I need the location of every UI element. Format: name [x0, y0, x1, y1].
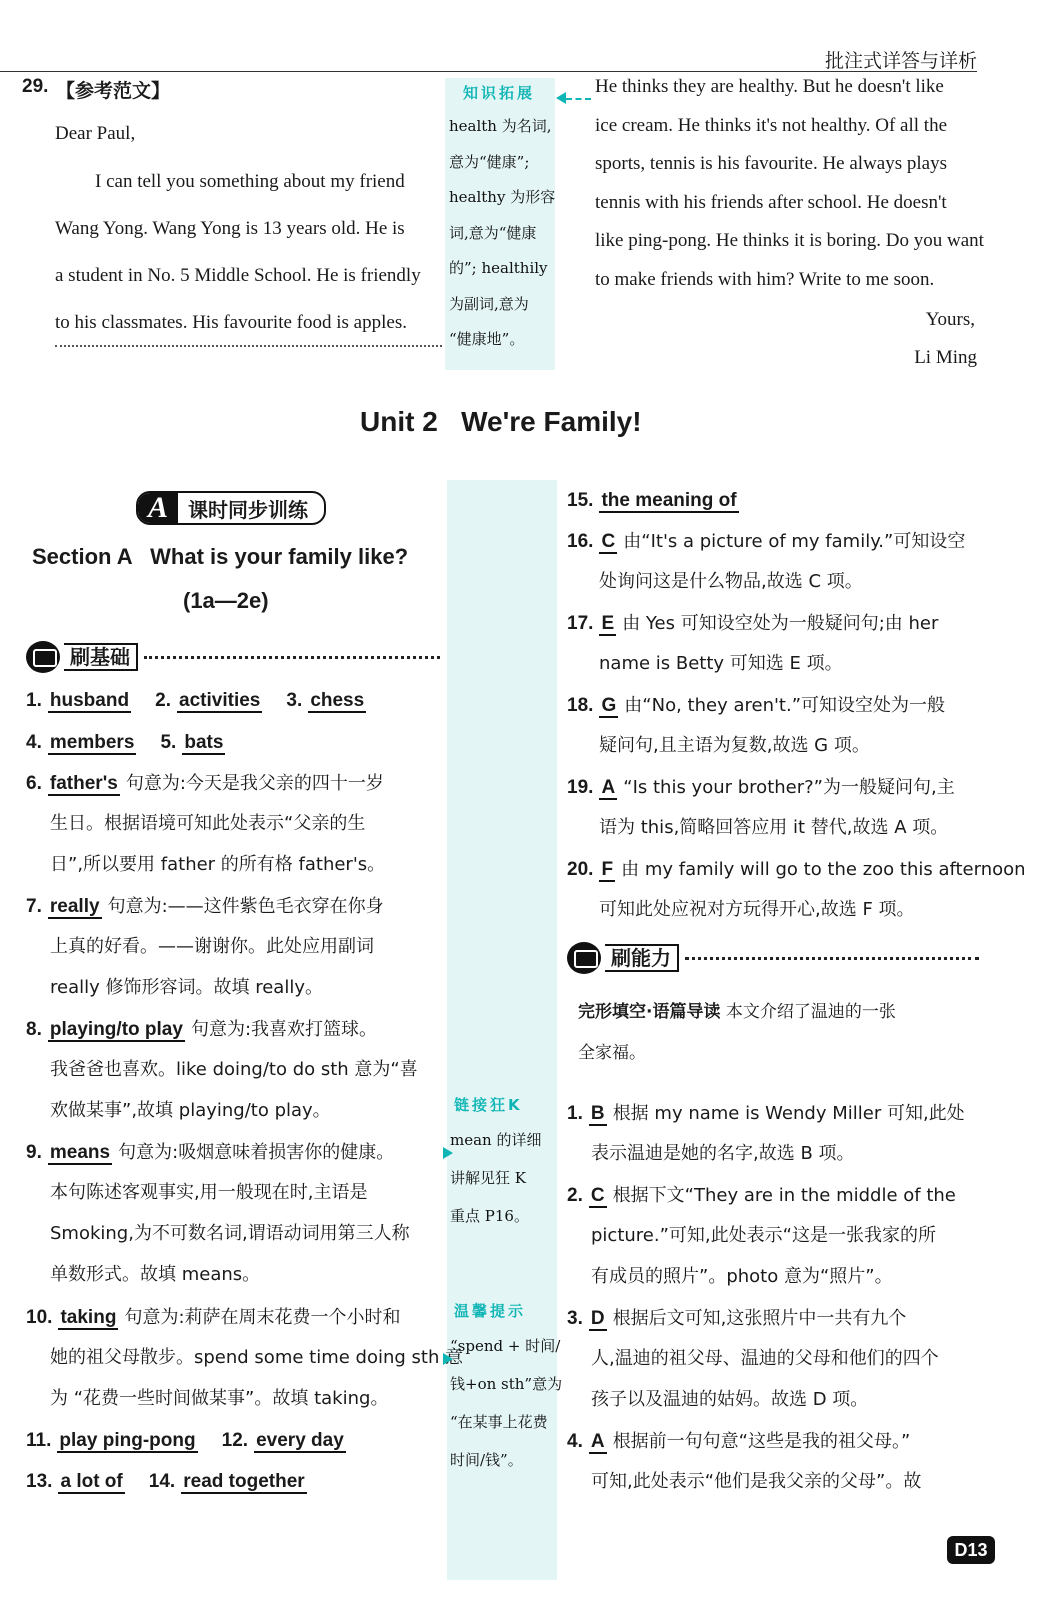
essay-number: 29. [22, 76, 49, 97]
banner-text: 课时同步训练 [188, 497, 308, 522]
q-explanation: 日”,所以要用 father 的所有格 father's。 [50, 854, 386, 875]
q-number: 1. [567, 1103, 583, 1124]
letter-line: to his classmates. His favourite food is apples. [55, 312, 407, 333]
q-number: 12. [221, 1430, 249, 1451]
q-number: 3. [286, 690, 303, 711]
q-number: 16. [567, 531, 594, 552]
letter-line: like ping-pong. He thinks it is boring. Do you want [595, 230, 984, 251]
side-note-knowledge [445, 78, 555, 370]
q-answer: husband [49, 690, 130, 711]
note-line: “健康地”。 [449, 330, 525, 348]
answer-item-20 [567, 857, 1026, 939]
q-explanation: 处询问这是什么物品,故选 C 项。 [599, 571, 863, 592]
q-number: 17. [567, 613, 594, 634]
q-number: 19. [567, 777, 594, 798]
running-header: 批注式详答与详析 [824, 50, 977, 72]
note-title: 温馨提示 [454, 1302, 527, 1320]
q-number: 3. [567, 1308, 583, 1329]
section-title: Section A What is your family like? [32, 544, 409, 569]
note-line: “在某事上花费 [450, 1413, 548, 1431]
letter-line: ice cream. He thinks it's not healthy. Of all the [595, 114, 948, 136]
answer-item-10 [26, 1305, 464, 1428]
answer-row [26, 688, 366, 713]
note-line: “spend + 时间/ [450, 1337, 561, 1355]
q-answer: activities [179, 690, 261, 711]
banner-letter: A [138, 493, 178, 523]
q-explanation: really 修饰形容词。故填 really。 [50, 977, 323, 998]
q-answer: E [601, 613, 615, 634]
letter-line: sports, tennis is his favourite. He always plays [595, 153, 947, 174]
q-number: 18. [567, 695, 594, 716]
q-answer: D [590, 1308, 605, 1329]
cloze-intro-text: 本文介绍了温迪的一张 [725, 1002, 896, 1022]
q-number: 14. [148, 1471, 176, 1492]
q-explanation: 表示温迪是她的名字,故选 B 项。 [591, 1143, 855, 1164]
q-explanation: 为 “花费一些时间做某事”。故填 taking。 [50, 1388, 389, 1409]
q-answer: the meaning of [601, 490, 737, 511]
q-explanation: 可知,此处表示“他们是我父亲的父母”。故 [591, 1471, 922, 1492]
q-explanation: 根据下文“They are in the middle of the [612, 1185, 956, 1206]
q-explanation: 孩子以及温迪的姑妈。故选 D 项。 [591, 1389, 869, 1410]
answer-item-18 [567, 693, 987, 775]
essay-divider [55, 345, 442, 347]
note-line: healthy 为形容 [449, 188, 556, 206]
answer-row [567, 488, 739, 513]
q-number: 9. [26, 1142, 42, 1163]
q-explanation: 由 Yes 可知设空处为一般疑问句;由 her [622, 613, 939, 634]
tag-label: 刷能力 [605, 944, 679, 972]
tag-basic [26, 641, 440, 673]
q-explanation: 本句陈述客观事实,用一般现在时,主语是 [50, 1182, 368, 1203]
note-line: health 为名词, [449, 117, 552, 135]
q-answer: chess [310, 690, 365, 711]
q-answer: read together [183, 1471, 305, 1492]
note-line: 钱+on sth”意为 [450, 1375, 563, 1393]
letter-left-column [55, 170, 440, 358]
note-pointer-arrow [556, 92, 566, 104]
q-answer: taking [60, 1307, 117, 1328]
tag-dots [144, 656, 440, 659]
letter-signature: Li Ming [914, 347, 977, 368]
q-number: 4. [567, 1431, 583, 1452]
letter-closing: Yours, [925, 309, 975, 330]
letter-line: to make friends with him? Write to me soon. [595, 268, 935, 290]
q-explanation: 上真的好看。——谢谢你。此处应用副词 [50, 936, 374, 957]
q-explanation: 由 my family will go to the zoo this afternoon [621, 859, 1026, 880]
essay-heading: 【参考范文】 [56, 80, 171, 102]
answer-item-16 [567, 529, 987, 611]
letter-right-column [595, 75, 984, 306]
answer-row [26, 730, 225, 755]
q-explanation: 句意为:莉萨在周末花费一个小时和 [124, 1307, 401, 1328]
answer-item-6 [26, 771, 441, 894]
cloze-intro-text: 全家福。 [578, 1043, 646, 1063]
note-body [450, 1321, 563, 1479]
answer-item-17 [567, 611, 987, 693]
q-answer: father's [49, 773, 118, 794]
q-number: 4. [26, 732, 42, 753]
note-body [450, 1115, 555, 1235]
tag-dots [685, 957, 979, 960]
tag-ability [567, 942, 979, 974]
note-line: 的”; healthily [449, 259, 548, 277]
q-answer: C [601, 531, 616, 552]
cloze-item-3 [567, 1306, 987, 1429]
q-explanation: name is Betty 可知选 E 项。 [599, 653, 843, 674]
note-line: 讲解见狂 K [450, 1169, 526, 1187]
q-explanation: Smoking,为不可数名词,谓语动词用第三人称 [50, 1223, 410, 1244]
q-answer: really [49, 896, 100, 917]
page-number: D13 [947, 1536, 995, 1564]
pencil-book-icon [26, 641, 60, 673]
note-line: 重点 P16。 [450, 1207, 529, 1225]
q-explanation: 疑问句,且主语为复数,故选 G 项。 [599, 735, 870, 756]
q-explanation: 欢做某事”,故填 playing/to play。 [50, 1100, 331, 1121]
answer-item-9 [26, 1140, 441, 1304]
note-title: 链接狂K [454, 1096, 523, 1114]
section-banner [136, 491, 326, 525]
q-number: 1. [26, 690, 42, 711]
q-number: 5. [160, 732, 177, 753]
q-number: 20. [567, 859, 594, 880]
cloze-item-4 [567, 1429, 987, 1511]
letter-line: tennis with his friends after school. He doesn't [595, 191, 947, 213]
answer-item-7 [26, 894, 441, 1017]
q-answer: A [590, 1431, 605, 1452]
q-answer: A [601, 777, 616, 798]
q-explanation: 根据后文可知,这张照片中一共有九个 [612, 1308, 907, 1329]
q-number: 13. [26, 1471, 53, 1492]
note-title: 知识拓展 [463, 84, 536, 102]
q-explanation: 我爸爸也喜欢。like doing/to do sth 意为“喜 [50, 1059, 418, 1080]
q-answer: bats [184, 732, 224, 753]
q-explanation: 她的祖父母散步。spend some time doing sth 意 [50, 1347, 464, 1368]
q-answer: a lot of [60, 1471, 123, 1492]
header-rule [0, 71, 977, 72]
letter-line: Wang Yong. Wang Yong is 13 years old. He is [55, 218, 405, 239]
tag-label: 刷基础 [64, 643, 138, 671]
q-answer: G [601, 695, 617, 716]
q-explanation: 句意为:吸烟意味着损害你的健康。 [118, 1142, 395, 1163]
q-number: 11. [26, 1430, 52, 1451]
note-line: 时间/钱”。 [450, 1451, 523, 1469]
note-connector [566, 98, 591, 100]
q-explanation: 根据前一句句意“这些是我的祖父母。” [612, 1431, 911, 1452]
answer-item-19 [567, 775, 987, 857]
q-answer: means [49, 1142, 111, 1163]
unit-title: Unit 2 We're Family! [360, 406, 642, 437]
cloze-heading: 完形填空·语篇导读 [578, 1002, 721, 1022]
section-range: (1a—2e) [183, 588, 269, 613]
q-explanation: 语为 this,简略回答应用 it 替代,故选 A 项。 [599, 817, 949, 838]
pencil-book-icon [567, 942, 601, 974]
side-note-tip [450, 1300, 563, 1479]
side-note-link [450, 1094, 555, 1235]
q-explanation: 可知此处应祝对方玩得开心,故选 F 项。 [599, 899, 915, 920]
q-explanation: “Is this your brother?”为一般疑问句,主 [623, 777, 955, 798]
q-explanation: 人,温迪的祖父母、温迪的父母和他们的四个 [591, 1348, 939, 1369]
note-line: 词,意为“健康 [449, 223, 537, 242]
q-answer: B [590, 1103, 605, 1124]
cloze-intro [578, 1000, 988, 1082]
note-body [445, 103, 555, 358]
answer-item-8 [26, 1017, 441, 1140]
q-explanation: 句意为:我喜欢打篮球。 [190, 1019, 378, 1040]
note-line: 意为“健康”; [449, 152, 530, 171]
q-number: 15. [567, 490, 594, 511]
q-explanation: 单数形式。故填 means。 [50, 1264, 261, 1285]
q-number: 7. [26, 896, 42, 917]
cloze-item-1 [567, 1101, 987, 1183]
q-answer: C [590, 1185, 605, 1206]
q-answer: play ping-pong [59, 1430, 196, 1451]
q-explanation: picture.”可知,此处表示“这是一张我家的所 [591, 1225, 936, 1246]
q-explanation: 有成员的照片”。photo 意为“照片”。 [591, 1266, 893, 1287]
letter-greeting: Dear Paul, [55, 123, 136, 144]
q-answer: members [49, 732, 135, 753]
letter-line: He thinks they are healthy. But he doesn't like [595, 76, 944, 97]
note-line: 为副词,意为 [449, 294, 529, 313]
q-explanation: 句意为:今天是我父亲的四十一岁 [125, 773, 384, 794]
cloze-item-2 [567, 1183, 987, 1306]
q-number: 6. [26, 773, 42, 794]
q-answer: F [601, 859, 614, 880]
q-explanation: 由“It's a picture of my family.”可知设空 [623, 531, 966, 552]
answer-row [26, 1428, 346, 1453]
q-number: 10. [26, 1307, 53, 1328]
answer-row [26, 1469, 307, 1494]
q-number: 2. [567, 1185, 583, 1206]
note-line: mean 的详细 [450, 1131, 542, 1149]
q-number: 2. [155, 690, 171, 711]
q-explanation: 句意为:——这件紫色毛衣穿在你身 [107, 896, 384, 917]
q-answer: every day [256, 1430, 344, 1451]
letter-line: I can tell you something about my friend [95, 171, 405, 192]
q-explanation: 由“No, they aren't.”可知设空处为一般 [624, 695, 946, 716]
q-number: 8. [26, 1019, 42, 1040]
q-answer: playing/to play [49, 1019, 183, 1040]
q-explanation: 根据 my name is Wendy Miller 可知,此处 [612, 1103, 965, 1124]
q-explanation: 生日。根据语境可知此处表示“父亲的生 [50, 813, 366, 834]
letter-line: a student in No. 5 Middle School. He is friendly [55, 265, 421, 286]
